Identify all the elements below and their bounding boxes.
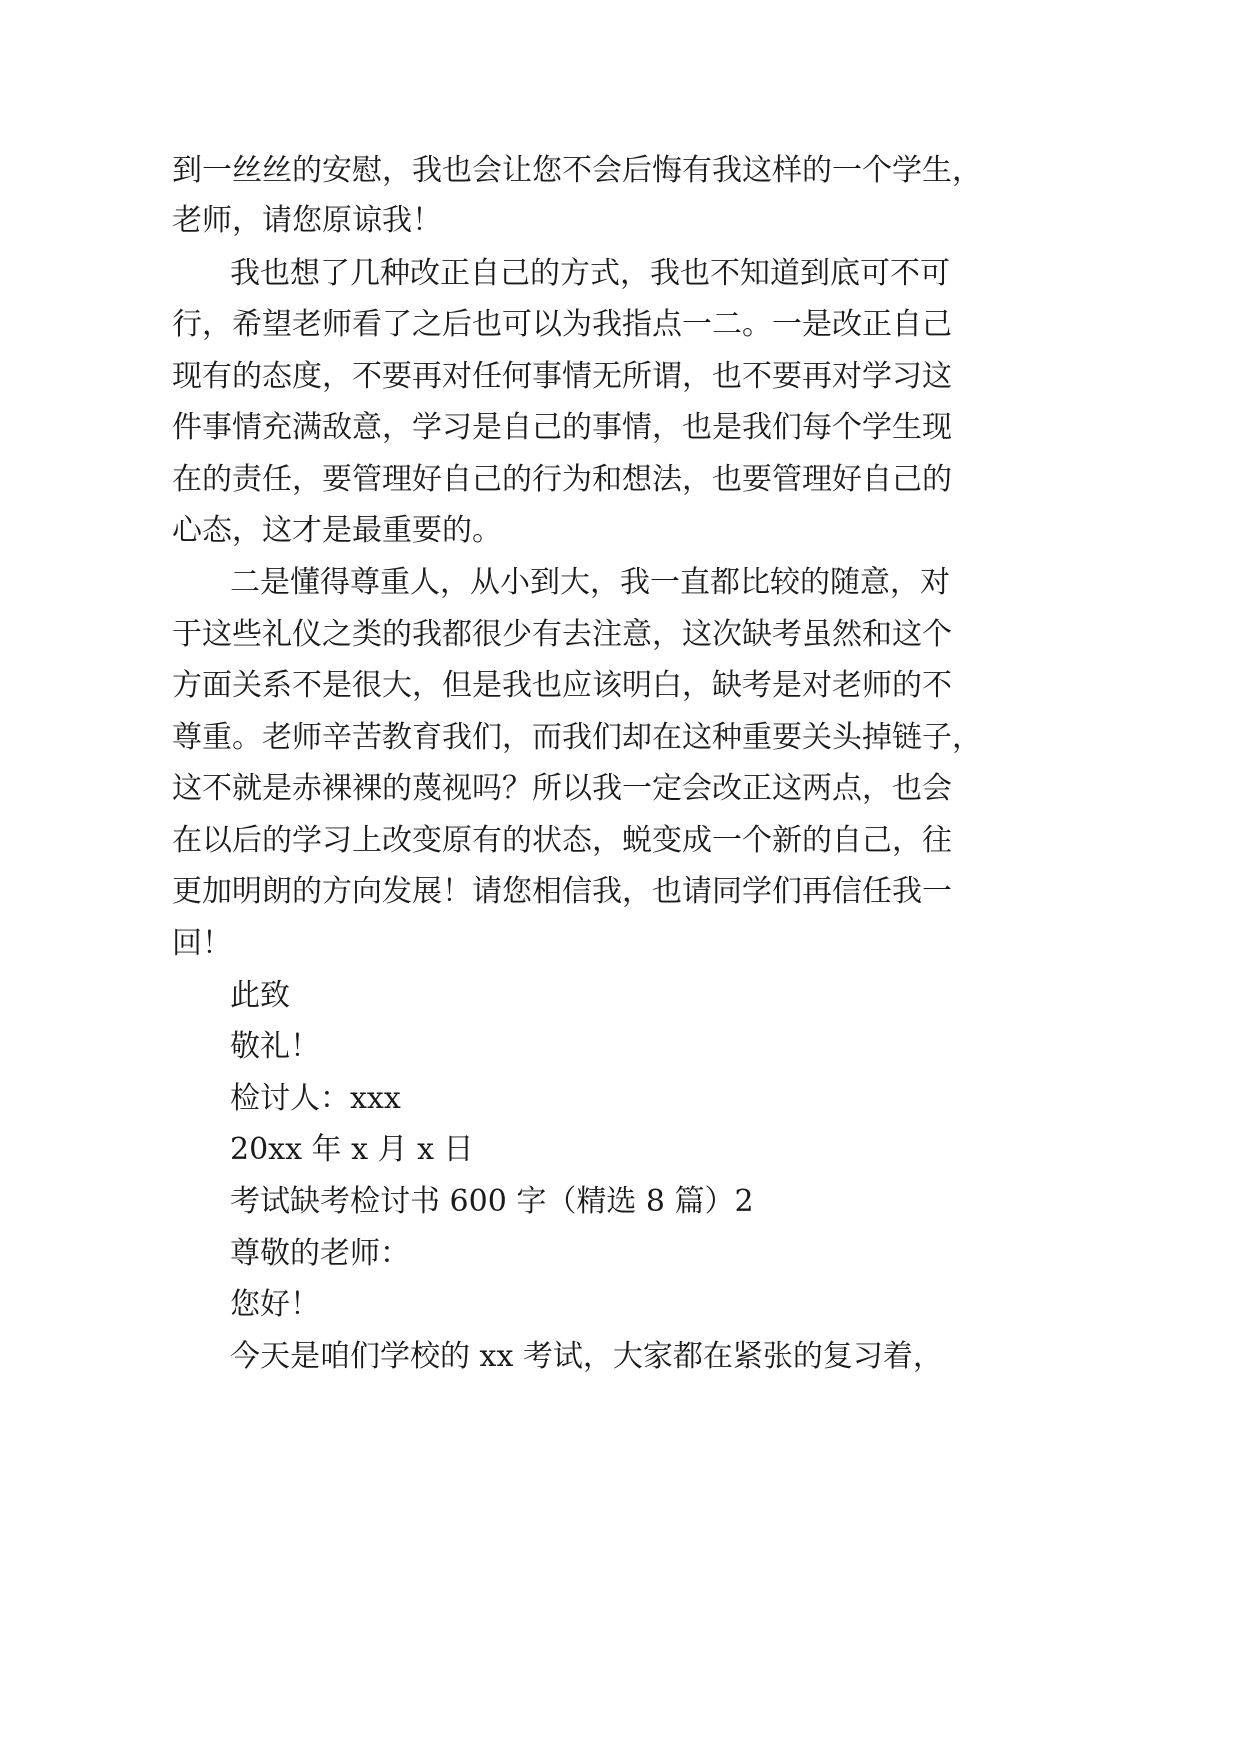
hello-line: 您好！	[230, 1287, 320, 1322]
body-line: 到一丝丝的安慰，我也会让您不会后悔有我这样的一个学生，	[172, 153, 982, 188]
body-line: 老师，请您原谅我！	[172, 203, 442, 238]
body-line: 这不就是赤裸裸的蔑视吗？所以我一定会改正这两点，也会	[172, 771, 952, 806]
paragraph-first-line: 二是懂得尊重人，从小到大，我一直都比较的随意，对	[230, 565, 950, 600]
date-line: 20xx 年 x 月 x 日	[230, 1132, 474, 1167]
salute-phrase: 敬礼！	[230, 1029, 320, 1064]
body-line: 方面关系不是很大，但是我也应该明白，缺考是对老师的不	[172, 668, 952, 703]
paragraph-first-line: 我也想了几种改正自己的方式，我也不知道到底可不可	[230, 256, 950, 291]
section-title: 考试缺考检讨书 600 字（精选 8 篇）2	[230, 1184, 754, 1219]
body-line: 现有的态度，不要再对任何事情无所谓，也不要再对学习这	[172, 359, 952, 394]
body-line: 在以后的学习上改变原有的状态，蜕变成一个新的自己，往	[172, 823, 952, 858]
signature-line: 检讨人：xxx	[230, 1081, 401, 1116]
paragraph-first-line: 今天是咱们学校的 xx 考试，大家都在紧张的复习着，	[230, 1339, 943, 1374]
greeting-line: 尊敬的老师：	[230, 1236, 410, 1271]
body-line: 心态，这才是最重要的。	[172, 513, 502, 548]
body-line: 回！	[172, 926, 232, 961]
closing-phrase: 此致	[230, 978, 290, 1013]
body-line: 行，希望老师看了之后也可以为我指点一二。一是改正自己	[172, 307, 952, 342]
body-line: 件事情充满敌意，学习是自己的事情，也是我们每个学生现	[172, 410, 952, 445]
body-line: 尊重。老师辛苦教育我们，而我们却在这种重要关头掉链子，	[172, 720, 982, 755]
body-line: 于这些礼仪之类的我都很少有去注意，这次缺考虽然和这个	[172, 617, 952, 652]
body-line: 在的责任，要管理好自己的行为和想法，也要管理好自己的	[172, 462, 952, 497]
body-line: 更加明朗的方向发展！请您相信我，也请同学们再信任我一	[172, 874, 952, 909]
